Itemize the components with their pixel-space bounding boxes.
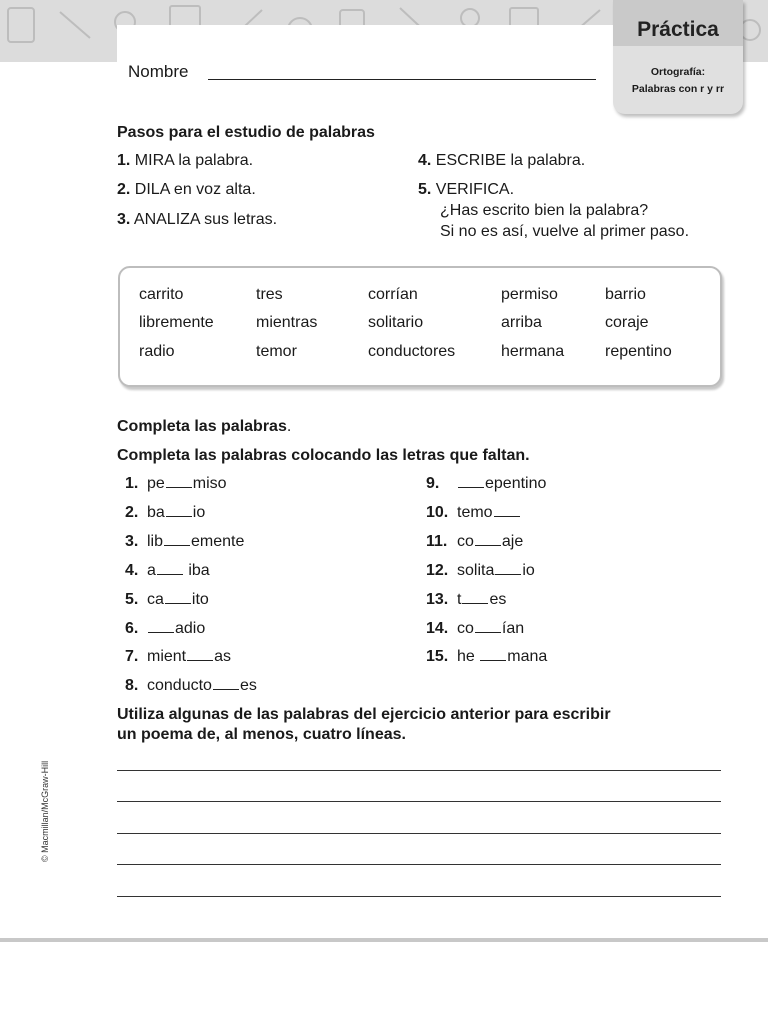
item-number: 1.	[125, 475, 139, 492]
copyright-notice: © Macmillan/McGraw-Hill	[40, 760, 50, 862]
item-suffix: aje	[501, 533, 524, 550]
answer-blank[interactable]	[165, 602, 191, 604]
answer-blank[interactable]	[494, 515, 520, 517]
footer-rule	[0, 938, 768, 942]
item-number: 14.	[426, 620, 449, 637]
step-text: DILA en voz alta.	[134, 181, 256, 198]
item-prefix: co	[457, 533, 474, 550]
poem-answer-line[interactable]	[117, 801, 721, 802]
item-number: 6.	[125, 620, 139, 637]
answer-blank[interactable]	[157, 573, 183, 575]
steps-title: Pasos para el estudio de palabras	[117, 124, 375, 141]
item-prefix: mient	[147, 648, 187, 665]
answer-blank[interactable]	[458, 486, 484, 488]
exercise-item	[125, 533, 244, 551]
item-suffix: ito	[191, 591, 209, 608]
tab-title: Práctica	[637, 18, 719, 41]
answer-blank[interactable]	[148, 631, 174, 633]
item-suffix: es	[239, 677, 257, 694]
word-item: solitario	[368, 314, 424, 331]
item-number: 5.	[125, 591, 139, 608]
item-prefix: a	[147, 562, 156, 579]
exercise-instruction: Completa las palabras colocando las letras que faltan.	[117, 447, 530, 464]
word-item: conductores	[368, 343, 456, 360]
item-number: 10.	[426, 504, 449, 521]
name-label: Nombre	[128, 62, 189, 81]
item-suffix: as	[214, 648, 232, 665]
item-suffix: mana	[507, 648, 548, 665]
step-5-line-3: Si no es así, vuelve al primer paso.	[440, 223, 690, 240]
word-item: radio	[139, 343, 175, 360]
word-item: permiso	[501, 286, 558, 303]
answer-blank[interactable]	[475, 544, 501, 546]
name-field[interactable]	[208, 79, 596, 80]
exercise-title-text: Completa las palabras	[117, 418, 287, 435]
exercise-item	[426, 562, 535, 580]
item-number: 11.	[426, 533, 448, 550]
exercise-item	[426, 475, 546, 493]
word-item: coraje	[605, 314, 649, 331]
item-number: 4.	[125, 562, 139, 579]
poem-answer-line[interactable]	[117, 833, 721, 834]
poem-instruction-line2: un poema de, al menos, cuatro líneas.	[117, 726, 406, 743]
word-item: hermana	[501, 343, 565, 360]
poem-answer-line[interactable]	[117, 770, 721, 771]
answer-blank[interactable]	[475, 631, 501, 633]
answer-blank[interactable]	[495, 573, 521, 575]
item-prefix: solita	[457, 562, 495, 579]
step-number: 3.	[117, 211, 131, 228]
answer-blank[interactable]	[187, 659, 213, 661]
word-item: corrían	[368, 286, 418, 303]
word-item: repentino	[605, 343, 672, 360]
practice-tab	[613, 0, 743, 114]
step-item	[418, 152, 585, 170]
word-item: arriba	[501, 314, 542, 331]
exercise-item	[426, 648, 547, 666]
step-number: 5.	[418, 181, 432, 198]
poem-answer-line[interactable]	[117, 896, 721, 897]
step-item	[418, 181, 514, 199]
exercise-item	[426, 591, 506, 609]
step-number: 4.	[418, 152, 432, 169]
exercise-item	[125, 648, 231, 666]
word-item: barrio	[605, 286, 646, 303]
step-item	[117, 152, 253, 170]
tab-subtitle-line2: Palabras con r y rr	[631, 83, 725, 95]
step-text: VERIFICA.	[435, 181, 515, 198]
exercise-item	[426, 533, 523, 551]
item-suffix: emente	[191, 533, 245, 550]
answer-blank[interactable]	[166, 486, 192, 488]
item-number: 12.	[426, 562, 449, 579]
step-number: 1.	[117, 152, 131, 169]
item-number: 2.	[125, 504, 139, 521]
answer-blank[interactable]	[480, 659, 506, 661]
item-suffix: io	[522, 562, 535, 579]
item-suffix: ían	[501, 620, 525, 637]
word-item: mientras	[256, 314, 318, 331]
item-prefix: ba	[147, 504, 165, 521]
item-prefix: conducto	[147, 677, 212, 694]
exercise-item	[125, 620, 205, 638]
exercise-item	[125, 677, 257, 695]
exercise-item	[125, 562, 210, 580]
item-prefix: ca	[147, 591, 164, 608]
word-item: libremente	[139, 314, 214, 331]
step-5-line-2: ¿Has escrito bien la palabra?	[440, 202, 649, 219]
exercise-item	[426, 504, 521, 522]
step-text: ANALIZA sus letras.	[133, 211, 278, 228]
answer-blank[interactable]	[213, 688, 239, 690]
tab-subtitle-line1: Ortografía:	[650, 66, 706, 78]
item-prefix: t	[457, 591, 462, 608]
item-prefix: pe	[147, 475, 165, 492]
word-item: carrito	[139, 286, 184, 303]
item-prefix: co	[457, 620, 474, 637]
item-suffix: miso	[192, 475, 227, 492]
poem-answer-line[interactable]	[117, 864, 721, 865]
item-number: 13.	[426, 591, 449, 608]
word-item: temor	[256, 343, 297, 360]
exercise-item	[125, 591, 209, 609]
item-suffix: iba	[183, 562, 210, 579]
header-card	[117, 25, 617, 85]
exercise-item	[125, 504, 205, 522]
item-prefix: lib	[147, 533, 164, 550]
answer-blank[interactable]	[462, 602, 488, 604]
exercise-title-period: .	[286, 418, 292, 435]
answer-blank[interactable]	[166, 515, 192, 517]
item-suffix: epentino	[485, 475, 547, 492]
poem-instruction-line1: Utiliza algunas de las palabras del ejercicio anterior para escribir	[117, 706, 611, 723]
step-item	[117, 181, 256, 199]
step-number: 2.	[117, 181, 131, 198]
item-prefix: he	[457, 648, 480, 665]
answer-blank[interactable]	[164, 544, 190, 546]
item-suffix: es	[489, 591, 507, 608]
item-suffix: io	[192, 504, 206, 521]
item-number: 8.	[125, 677, 139, 694]
exercise-item	[125, 475, 227, 493]
step-text: MIRA la palabra.	[134, 152, 254, 169]
item-number: 15.	[426, 648, 449, 665]
step-item	[117, 211, 277, 229]
step-text: ESCRIBE la palabra.	[435, 152, 586, 169]
word-item: tres	[256, 286, 283, 303]
item-suffix: adio	[175, 620, 206, 637]
item-number: 7.	[125, 648, 139, 665]
item-number: 3.	[125, 533, 139, 550]
exercise-item	[426, 620, 524, 638]
item-prefix: temo	[457, 504, 493, 521]
exercise-title	[117, 418, 291, 436]
item-number: 9.	[426, 475, 440, 492]
